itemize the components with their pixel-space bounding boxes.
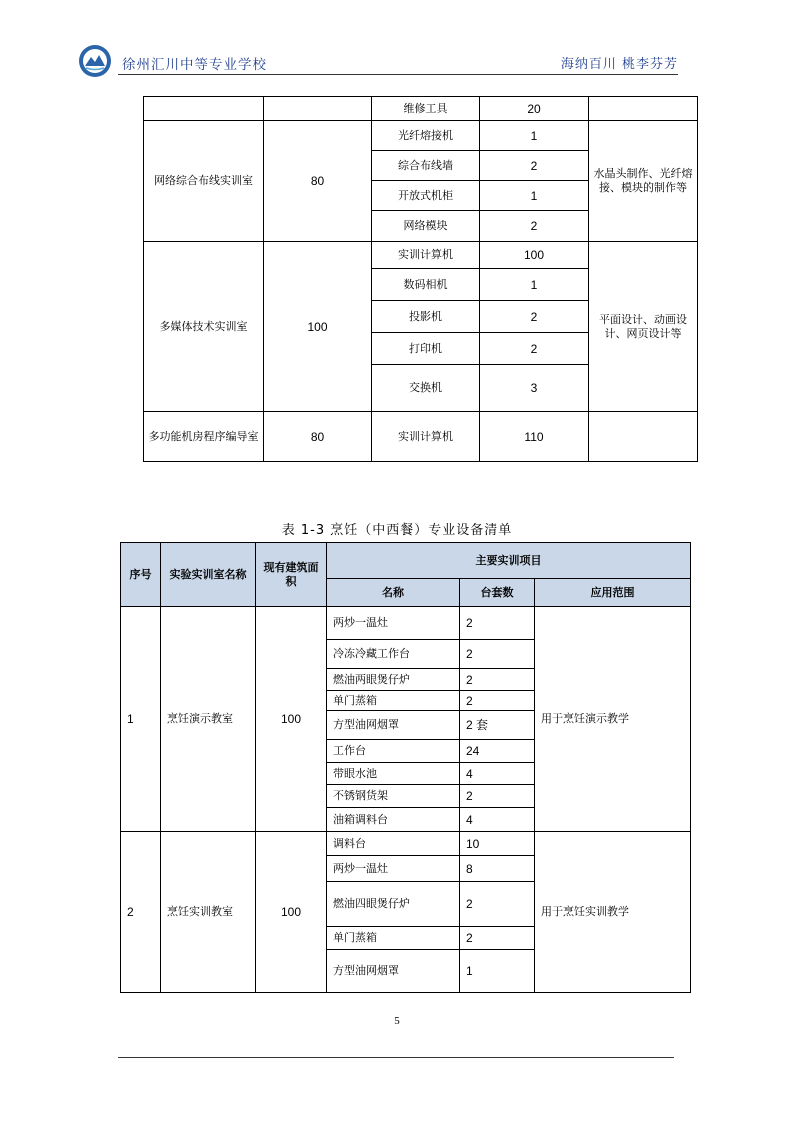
item-name-cell: 油箱调料台 [327, 808, 460, 832]
item-name-cell: 工作台 [327, 740, 460, 763]
usage-cell [589, 97, 698, 121]
item-sets-cell: 2 [460, 927, 535, 950]
equipment-cell: 数码相机 [372, 269, 480, 301]
equipment-cell: 维修工具 [372, 97, 480, 121]
item-name-cell: 燃油两眼煲仔炉 [327, 669, 460, 691]
table-row [144, 242, 698, 269]
header-sets: 台套数 [460, 579, 535, 607]
count-cell: 2 [480, 151, 589, 181]
item-name-cell: 燃油四眼煲仔炉 [327, 882, 460, 927]
item-name-cell: 调料台 [327, 832, 460, 856]
item-sets-cell: 2 套 [460, 711, 535, 740]
equipment-cell: 实训计算机 [372, 412, 480, 462]
item-sets-cell: 4 [460, 763, 535, 785]
item-sets-cell: 24 [460, 740, 535, 763]
equipment-cell: 打印机 [372, 333, 480, 365]
usage-cell: 平面设计、动画设计、网页设计等 [589, 242, 698, 412]
item-sets-cell: 8 [460, 856, 535, 882]
count-cell: 2 [480, 211, 589, 242]
item-name-cell: 方型油网烟罩 [327, 711, 460, 740]
equipment-cell: 实训计算机 [372, 242, 480, 269]
item-name-cell: 带眼水池 [327, 763, 460, 785]
usage-cell: 水晶头制作、光纤熔接、模块的制作等 [589, 121, 698, 242]
room-cell: 网络综合布线实训室 [144, 121, 264, 242]
count-cell: 110 [480, 412, 589, 462]
seq-cell: 1 [121, 607, 161, 832]
equipment-cell: 投影机 [372, 301, 480, 333]
header-row [121, 543, 691, 579]
area-cell: 100 [256, 832, 327, 993]
usage-cell [589, 412, 698, 462]
equipment-cell: 开放式机柜 [372, 181, 480, 211]
footer-divider [118, 1057, 674, 1058]
item-sets-cell: 2 [460, 882, 535, 927]
count-cell: 100 [480, 242, 589, 269]
item-sets-cell: 10 [460, 832, 535, 856]
table-row [144, 412, 698, 462]
equipment-cell: 交换机 [372, 365, 480, 412]
area-cell: 100 [264, 242, 372, 412]
header-main-items: 主要实训项目 [327, 543, 691, 579]
area-cell: 80 [264, 121, 372, 242]
item-name-cell: 方型油网烟罩 [327, 950, 460, 993]
page-header [78, 44, 678, 78]
room-cell: 烹饪演示教室 [161, 607, 256, 832]
room-cell [144, 97, 264, 121]
count-cell: 3 [480, 365, 589, 412]
page-number: 5 [394, 1015, 400, 1027]
equipment-cell: 光纤熔接机 [372, 121, 480, 151]
seq-cell: 2 [121, 832, 161, 993]
item-name-cell: 两炒一温灶 [327, 856, 460, 882]
item-name-cell: 两炒一温灶 [327, 607, 460, 640]
count-cell: 1 [480, 269, 589, 301]
item-sets-cell: 2 [460, 640, 535, 669]
count-cell: 20 [480, 97, 589, 121]
usage-cell: 用于烹饪演示教学 [535, 607, 691, 832]
school-motto: 海纳百川 桃李芬芳 [560, 57, 678, 72]
table-row [121, 832, 691, 856]
header-usage: 应用范围 [535, 579, 691, 607]
count-cell: 1 [480, 121, 589, 151]
item-sets-cell: 2 [460, 691, 535, 711]
item-name-cell: 不锈钢货架 [327, 785, 460, 808]
room-cell: 多功能机房程序编导室 [144, 412, 264, 462]
equipment-cell: 综合布线墙 [372, 151, 480, 181]
table-row [144, 121, 698, 151]
school-logo-icon [78, 44, 112, 78]
header-seq: 序号 [121, 543, 161, 607]
item-name-cell: 单门蒸箱 [327, 691, 460, 711]
item-name-cell: 单门蒸箱 [327, 927, 460, 950]
item-sets-cell: 2 [460, 785, 535, 808]
item-sets-cell: 4 [460, 808, 535, 832]
area-cell [264, 97, 372, 121]
header-room: 实验实训室名称 [161, 543, 256, 607]
table-caption: 表 1-3 烹饪（中西餐）专业设备清单 [281, 523, 513, 538]
school-name: 徐州汇川中等专业学校 [122, 57, 267, 73]
item-name-cell: 冷冻冷藏工作台 [327, 640, 460, 669]
header-divider [118, 74, 678, 75]
cooking-equipment-table [120, 542, 691, 993]
item-sets-cell: 2 [460, 669, 535, 691]
usage-cell: 用于烹饪实训教学 [535, 832, 691, 993]
table-row [121, 607, 691, 640]
count-cell: 1 [480, 181, 589, 211]
equipment-table-continued [143, 96, 698, 462]
table-row [144, 97, 698, 121]
equipment-cell: 网络模块 [372, 211, 480, 242]
count-cell: 2 [480, 333, 589, 365]
item-sets-cell: 1 [460, 950, 535, 993]
room-cell: 多媒体技术实训室 [144, 242, 264, 412]
area-cell: 100 [256, 607, 327, 832]
item-sets-cell: 2 [460, 607, 535, 640]
count-cell: 2 [480, 301, 589, 333]
header-name: 名称 [327, 579, 460, 607]
room-cell: 烹饪实训教室 [161, 832, 256, 993]
header-area: 现有建筑面积 [256, 543, 327, 607]
area-cell: 80 [264, 412, 372, 462]
